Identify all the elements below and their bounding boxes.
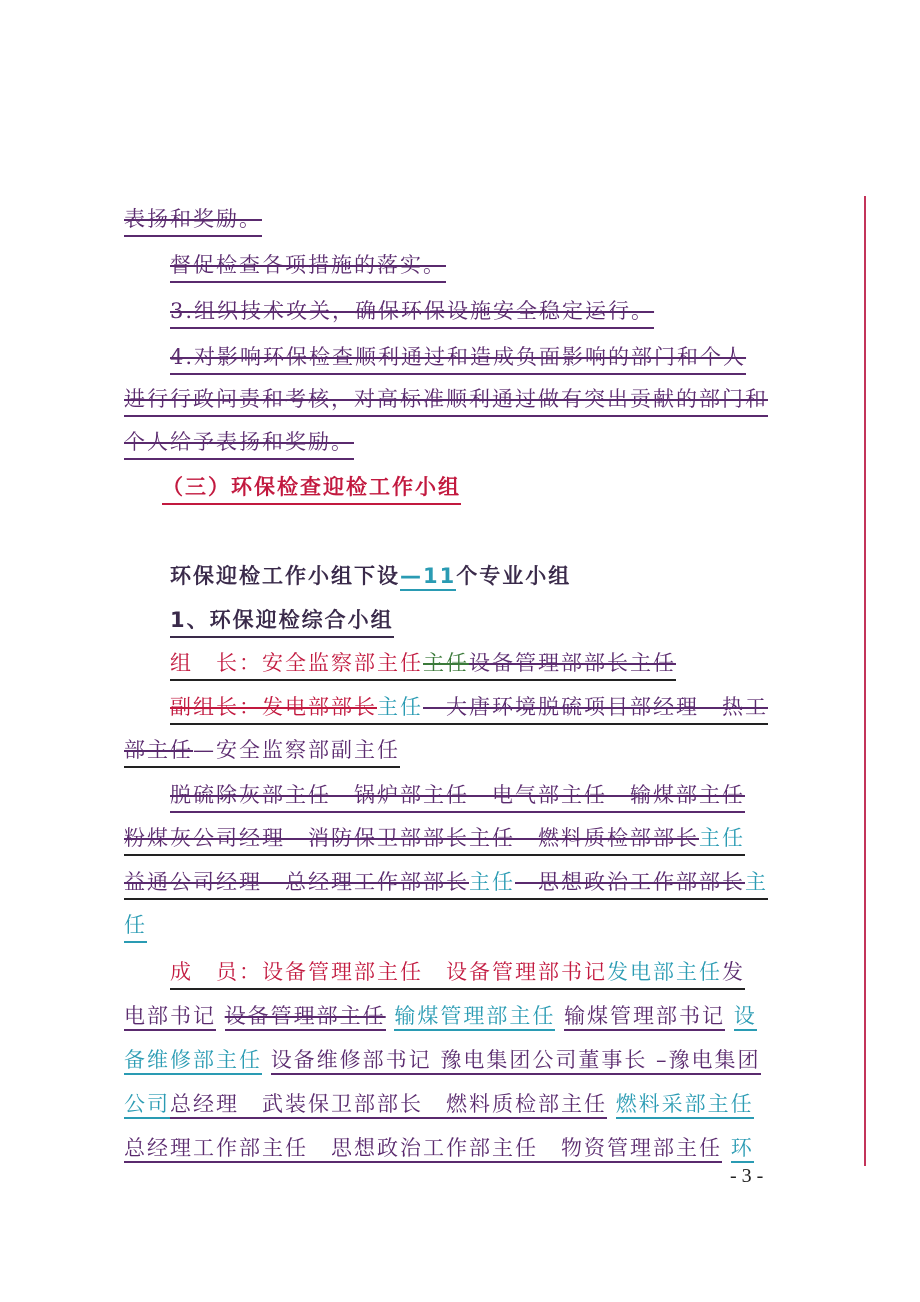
- inserted-text: 燃料采部主任: [616, 1092, 754, 1119]
- text-line: 进行行政问责和考核，对高标准顺利通过做有突出贡献的部门和: [124, 384, 768, 417]
- inserted-text: 发电部主任: [607, 960, 722, 984]
- members-text: 输煤管理部书记: [564, 1004, 725, 1031]
- members-text: 设备维修部书记 豫电集团公司董事长 –豫电集团: [271, 1048, 761, 1075]
- heading-part: 环保迎检工作小组下设: [170, 564, 400, 588]
- page-number: - 3 -: [730, 1165, 764, 1187]
- inserted-text: 主任: [699, 826, 745, 850]
- text-line: 4.对影响环保检查顺利通过和造成负面影响的部门和个人: [170, 342, 746, 375]
- text-line: [124, 823, 745, 856]
- text-line: 表扬和奖励。: [124, 204, 262, 237]
- deleted-text: 思想政治工作部部长: [515, 870, 745, 894]
- deleted-text: 设备管理部主任: [225, 1004, 386, 1031]
- text-line: 个人给予表扬和奖励。: [124, 427, 354, 460]
- deleted-text: 粉煤灰公司经理 消防保卫部部长主任 燃料质检部部长: [124, 826, 699, 850]
- members-text: 发: [722, 960, 745, 984]
- group-heading: 1、环保迎检综合小组: [170, 605, 394, 638]
- inserted-text: 主任: [377, 695, 423, 719]
- deputy-leader-line-2: [124, 735, 400, 768]
- inserted-text: 主任: [469, 870, 515, 894]
- members-text: 总经理 武装保卫部部长 燃料质检部主任: [170, 1092, 607, 1119]
- inserted-text: 设: [734, 1004, 757, 1031]
- deleted-text: 大唐环境脱硫项目部经理 热工: [423, 695, 768, 719]
- revision-margin-bar: [864, 196, 866, 1166]
- group-leader-line: [170, 648, 676, 681]
- deleted-text: 部主任: [124, 738, 193, 762]
- members-line: [124, 1089, 754, 1119]
- deputy-leader-line: [170, 692, 768, 725]
- deputy-text: —安全监察部副主任: [193, 738, 400, 762]
- text-line: 3.组织技术攻关，确保环保设施安全稳定运行。: [170, 296, 654, 329]
- text-line: 脱硫除灰部主任 锅炉部主任 电气部主任 输煤部主任: [170, 780, 745, 813]
- members-line: [124, 1133, 754, 1163]
- section-heading: （三）环保检查迎检工作小组: [162, 472, 461, 505]
- inserted-text: 环: [731, 1136, 754, 1163]
- text-line: [124, 867, 768, 900]
- deleted-text: 设备管理部部长主任: [469, 651, 676, 675]
- leader-text: 组 长：安全监察部主任: [170, 651, 423, 675]
- deputy-text: 副组长：发电部部长: [170, 695, 377, 719]
- deleted-text: 主任: [423, 651, 469, 675]
- inserted-text: 主: [745, 870, 768, 894]
- members-text: 总经理工作部主任 思想政治工作部主任 物资管理部主任: [124, 1136, 722, 1163]
- members-line: [170, 957, 745, 990]
- text-line: 任: [124, 910, 147, 943]
- heading-number: —11: [400, 564, 456, 591]
- members-line: [124, 1001, 757, 1031]
- members-text: 成 员：设备管理部主任 设备管理部书记: [170, 960, 607, 984]
- inserted-text: 公司: [124, 1092, 170, 1119]
- inserted-text: 输煤管理部主任: [394, 1004, 555, 1031]
- members-text: 电部书记: [124, 1004, 216, 1031]
- text-line: 督促检查各项措施的落实。: [170, 250, 446, 283]
- inserted-text: 备维修部主任: [124, 1048, 262, 1075]
- deleted-text: 益通公司经理 总经理工作部部长: [124, 870, 469, 894]
- members-line: [124, 1045, 761, 1075]
- heading-part: 个专业小组: [456, 564, 572, 588]
- subsection-heading: [170, 561, 571, 591]
